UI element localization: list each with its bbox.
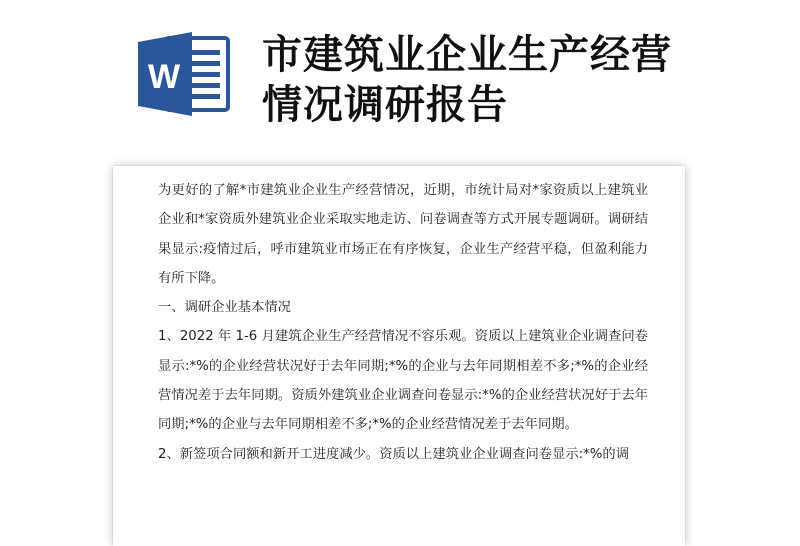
paragraph-item-1: 1、2022 年 1-6 月建筑企业生产经营情况不容乐观。资质以上建筑业企业调查问卷显示:*%的企业经营状况好于去年同期;*%的企业与去年同期相差不多;*%的企业经营情况差于去年同期。资质外建筑业企业调查问卷显示:*%的企业经营状况好于去年同期;*%的企业与去年同期相差不多;*%的企业经营情况差于去年同期。	[158, 329, 648, 433]
header	[0, 0, 800, 150]
page-title: 市建筑业企业生产经营情况调研报告	[262, 32, 672, 128]
paragraph-item-2: 2、新签项合同额和新开工进度减少。资质以上建筑业企业调查问卷显示:*%的调	[158, 446, 630, 462]
document-page	[113, 166, 685, 546]
microsoft-word-icon	[136, 30, 232, 118]
paragraph-intro: 为更好的了解*市建筑业企业生产经营情况，近期，市统计局对*家资质以上建筑业企业和*家资质外建筑业企业采取实地走访、问卷调查等方式开展专题调研。调研结果显示:疫情过后，呼市建筑业市场正在有序恢复，企业生产经营平稳，但盈利能力有所下降。	[158, 183, 648, 286]
logo-letter: W	[147, 58, 181, 96]
section-heading: 一、调研企业基本情况	[158, 300, 291, 316]
document-body	[158, 176, 648, 469]
